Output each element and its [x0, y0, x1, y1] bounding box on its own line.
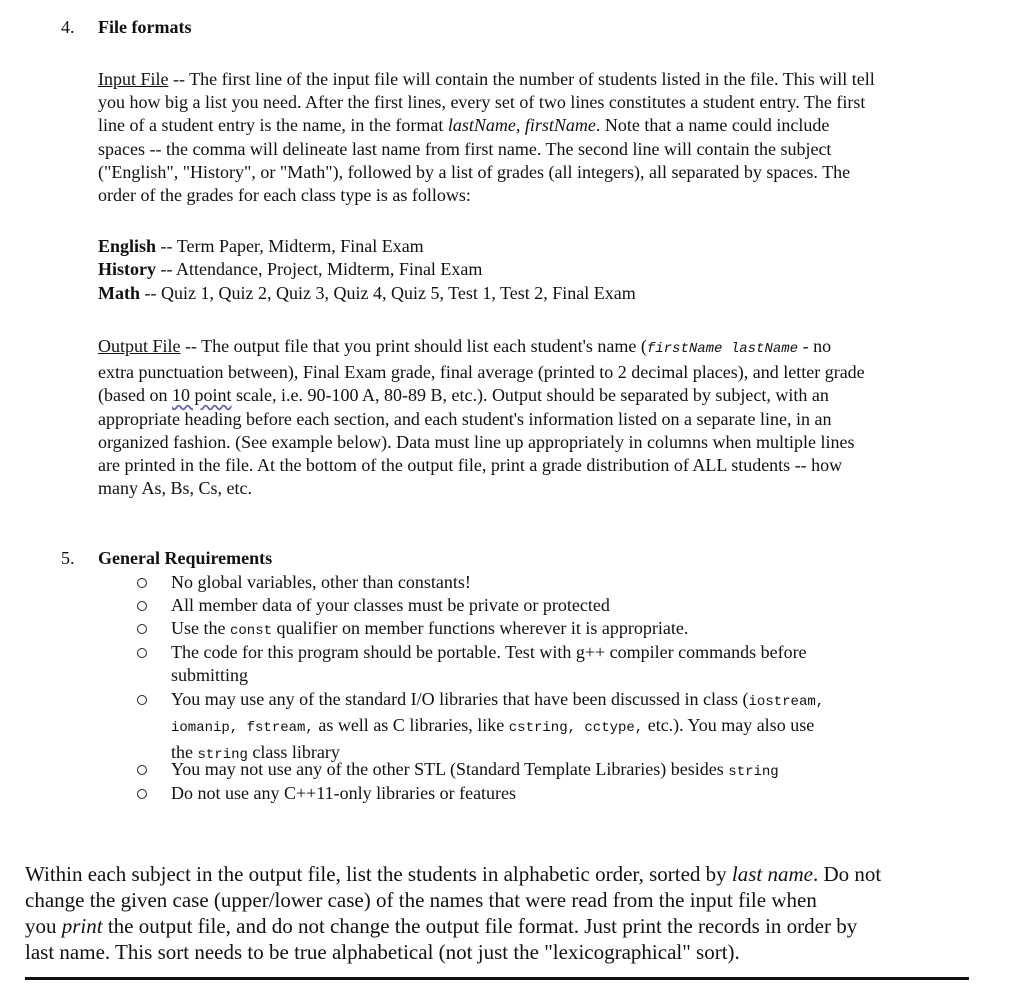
section-4-title: File formats: [98, 17, 192, 37]
requirement-item: Do not use any C++11-only libraries or features: [171, 783, 517, 803]
bullet-icon: [137, 648, 147, 658]
bottom-rule: [25, 977, 969, 980]
class-history: History -- Attendance, Project, Midterm, Final Exam: [98, 259, 483, 279]
output-file-label: Output File: [98, 336, 181, 356]
class-math: Math -- Quiz 1, Quiz 2, Quiz 3, Quiz 4, Quiz 5, Test 1, Test 2, Final Exam: [98, 283, 636, 303]
input-file-paragraph: Input File -- The first line of the input file will contain the number of students listed in the file. This will tell you how big a list you need. After the first lines, every set of two lines constitutes a student entry. The first line of a student entry is the name, in the format lastName, firstName. Note that a name could include spaces -- the comma will delineate last name from first name. The second line will contain the subject ("English", "History", or "Math"), followed by a list of grades (all integers), all separated by spaces. The order of the grades for each class type is as follows:: [98, 69, 875, 206]
bullet-icon: [137, 601, 147, 611]
requirement-item: You may not use any of the other STL (Standard Template Libraries) besides string: [171, 759, 779, 780]
spellcheck-underline: 10 point: [171, 385, 232, 406]
bullet-icon: [137, 765, 147, 775]
input-file-label: Input File: [98, 69, 169, 89]
requirement-item: All member data of your classes must be private or protected: [171, 595, 610, 615]
class-english: English -- Term Paper, Midterm, Final Exam: [98, 236, 424, 256]
bullet-icon: [137, 789, 147, 799]
requirement-item: No global variables, other than constants!: [171, 572, 471, 592]
bullet-icon: [137, 695, 147, 705]
section-5-title: General Requirements: [98, 548, 273, 568]
section-5-number: 5.: [61, 548, 75, 568]
requirement-item: Use the const qualifier on member functions wherever it is appropriate.: [171, 618, 689, 639]
bullet-icon: [137, 624, 147, 634]
requirement-item: The code for this program should be portable. Test with g++ compiler commands before submitting: [171, 642, 807, 686]
requirement-item: You may use any of the standard I/O libraries that have been discussed in class (iostream, iomanip, fstream, as well as C libraries, like cstring, cctype, etc.). You may also use the string class library: [171, 689, 825, 763]
sorting-instructions: Within each subject in the output file, list the students in alphabetic order, sorted by last name. Do not change the given case (upper/lower case) of the names that were read from the input file when you print the output file, and do not change the output file format. Just print the records in order by last name. This sort needs to be true alphabetical (not just the "lexicographical" sort).: [25, 862, 882, 964]
output-file-paragraph: Output File -- The output file that you print should list each student's name (firstName lastName - no extra punctuation between), Final Exam grade, final average (printed to 2 decimal places), and letter grade (based on 10 point scale, i.e. 90-100 A, 80-89 B, etc.). Output should be separated by subject, with an appropriate heading before each section, and each student's information listed on a separate line, in an organized fashion. (See example below). Data must line up appropriately in columns when multiple lines are printed in the file. At the bottom of the output file, print a grade distribution of ALL students -- how many As, Bs, Cs, etc.: [98, 336, 865, 499]
section-4-number: 4.: [61, 17, 75, 37]
bullet-icon: [137, 578, 147, 588]
name-format: lastName, firstName: [447, 115, 596, 136]
